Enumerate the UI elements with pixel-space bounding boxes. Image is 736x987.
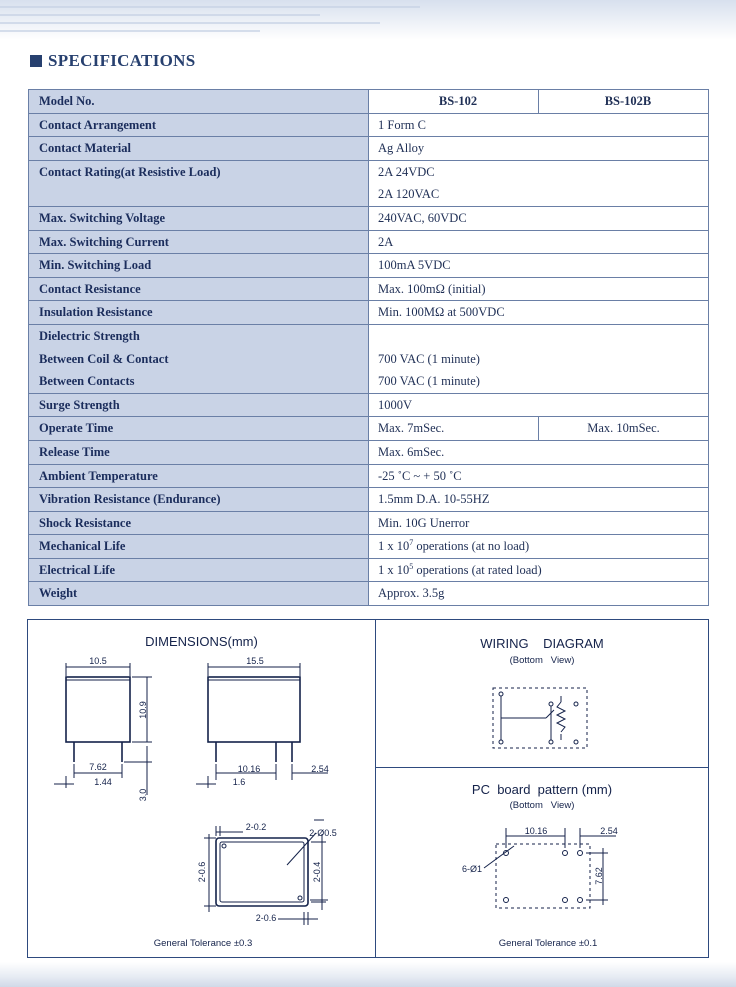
pcb-dim-gap: 2.54 [600, 826, 618, 836]
dim-side-offset: 1.44 [94, 777, 112, 787]
table-row: Insulation Resistance Min. 100MΩ at 500VDC [29, 301, 709, 325]
dim-pin-length: 3.0 [138, 788, 148, 802]
section-title: SPECIFICATIONS [30, 51, 195, 71]
table-row: Max. Switching Voltage 240VAC, 60VDC [29, 206, 709, 230]
wiring-subtitle: (Bottom View) [509, 655, 575, 666]
table-row: Contact Arrangement 1 Form C [29, 113, 709, 137]
dim-front-pitch: 10.16 [237, 764, 261, 774]
table-row: Weight Approx. 3.5g [29, 582, 709, 606]
table-row: Release Time Max. 6mSec. [29, 440, 709, 464]
pcb-title: PC board pattern (mm) [471, 782, 613, 797]
pcb-dim-holes: 6-Ø1 [461, 864, 483, 874]
dim-bottom-left: 2-0.6 [197, 861, 207, 883]
pcb-dim-pitch: 10.16 [524, 826, 548, 836]
pcb-dim-vertical: 7.62 [594, 867, 604, 885]
dim-front-gap: 2.54 [311, 764, 329, 774]
dim-side-height: 10.9 [138, 701, 148, 719]
dim-bottom-right: 2-0.4 [312, 861, 322, 883]
dimensions-title: DIMENSIONS(mm) [145, 634, 258, 649]
pcb-tolerance: General Tolerance ±0.1 [498, 938, 598, 949]
table-row: Shock Resistance Min. 10G Unerror [29, 511, 709, 535]
table-row: Dielectric Strength Between Coil & Contact Between Contacts 700 VAC (1 minute) 700 VAC (1 minute) [29, 324, 709, 393]
footer-band [0, 962, 736, 987]
dim-bottom-bottom: 2-0.6 [255, 913, 277, 923]
dim-front-width: 15.5 [246, 656, 264, 666]
table-row: Mechanical Life 1 x $10^7$ operations (at no load) [29, 535, 709, 559]
pc-board-panel [375, 767, 709, 958]
wiring-diagram-panel [375, 619, 709, 769]
header-model-bs102b: BS-102B [539, 90, 709, 114]
dimensions-tolerance: General Tolerance ±0.3 [153, 938, 253, 949]
pcb-subtitle: (Bottom View) [509, 800, 575, 811]
table-row: Electrical Life 1 x $10^5$ operations (at rated load) [29, 558, 709, 582]
header-label: Model No. [29, 90, 369, 114]
table-row: Contact Rating(at Resistive Load) 2A 24VDC 2A 120VAC [29, 160, 709, 206]
dim-bottom-holes: 2-Ø0.5 [309, 828, 337, 838]
wiring-schematic [376, 620, 708, 768]
table-row: Contact Resistance Max. 100mΩ (initial) [29, 277, 709, 301]
bullet-square-icon [30, 55, 42, 67]
dim-bottom-top: 2-0.2 [245, 822, 267, 832]
table-row: Max. Switching Current 2A [29, 230, 709, 254]
header-model-bs102: BS-102 [369, 90, 539, 114]
table-row: Ambient Temperature -25 ˚C ~ + 50 ˚C [29, 464, 709, 488]
table-row: Contact Material Ag Alloy [29, 137, 709, 161]
dim-side-width: 10.5 [89, 656, 107, 666]
table-row: Min. Switching Load 100mA 5VDC [29, 254, 709, 278]
table-header-row [29, 90, 709, 114]
specifications-table [28, 89, 709, 606]
wiring-title: WIRING DIAGRAM [480, 636, 604, 651]
table-row: Surge Strength 1000V [29, 393, 709, 417]
table-row: Operate Time Max. 7mSec. Max. 10mSec. [29, 417, 709, 441]
dimensions-panel [27, 619, 376, 958]
dim-front-offset: 1.6 [232, 777, 246, 787]
table-row: Vibration Resistance (Endurance) 1.5mm D.A. 10-55HZ [29, 488, 709, 512]
dim-side-pitch: 7.62 [89, 762, 107, 772]
header-band [0, 0, 736, 40]
